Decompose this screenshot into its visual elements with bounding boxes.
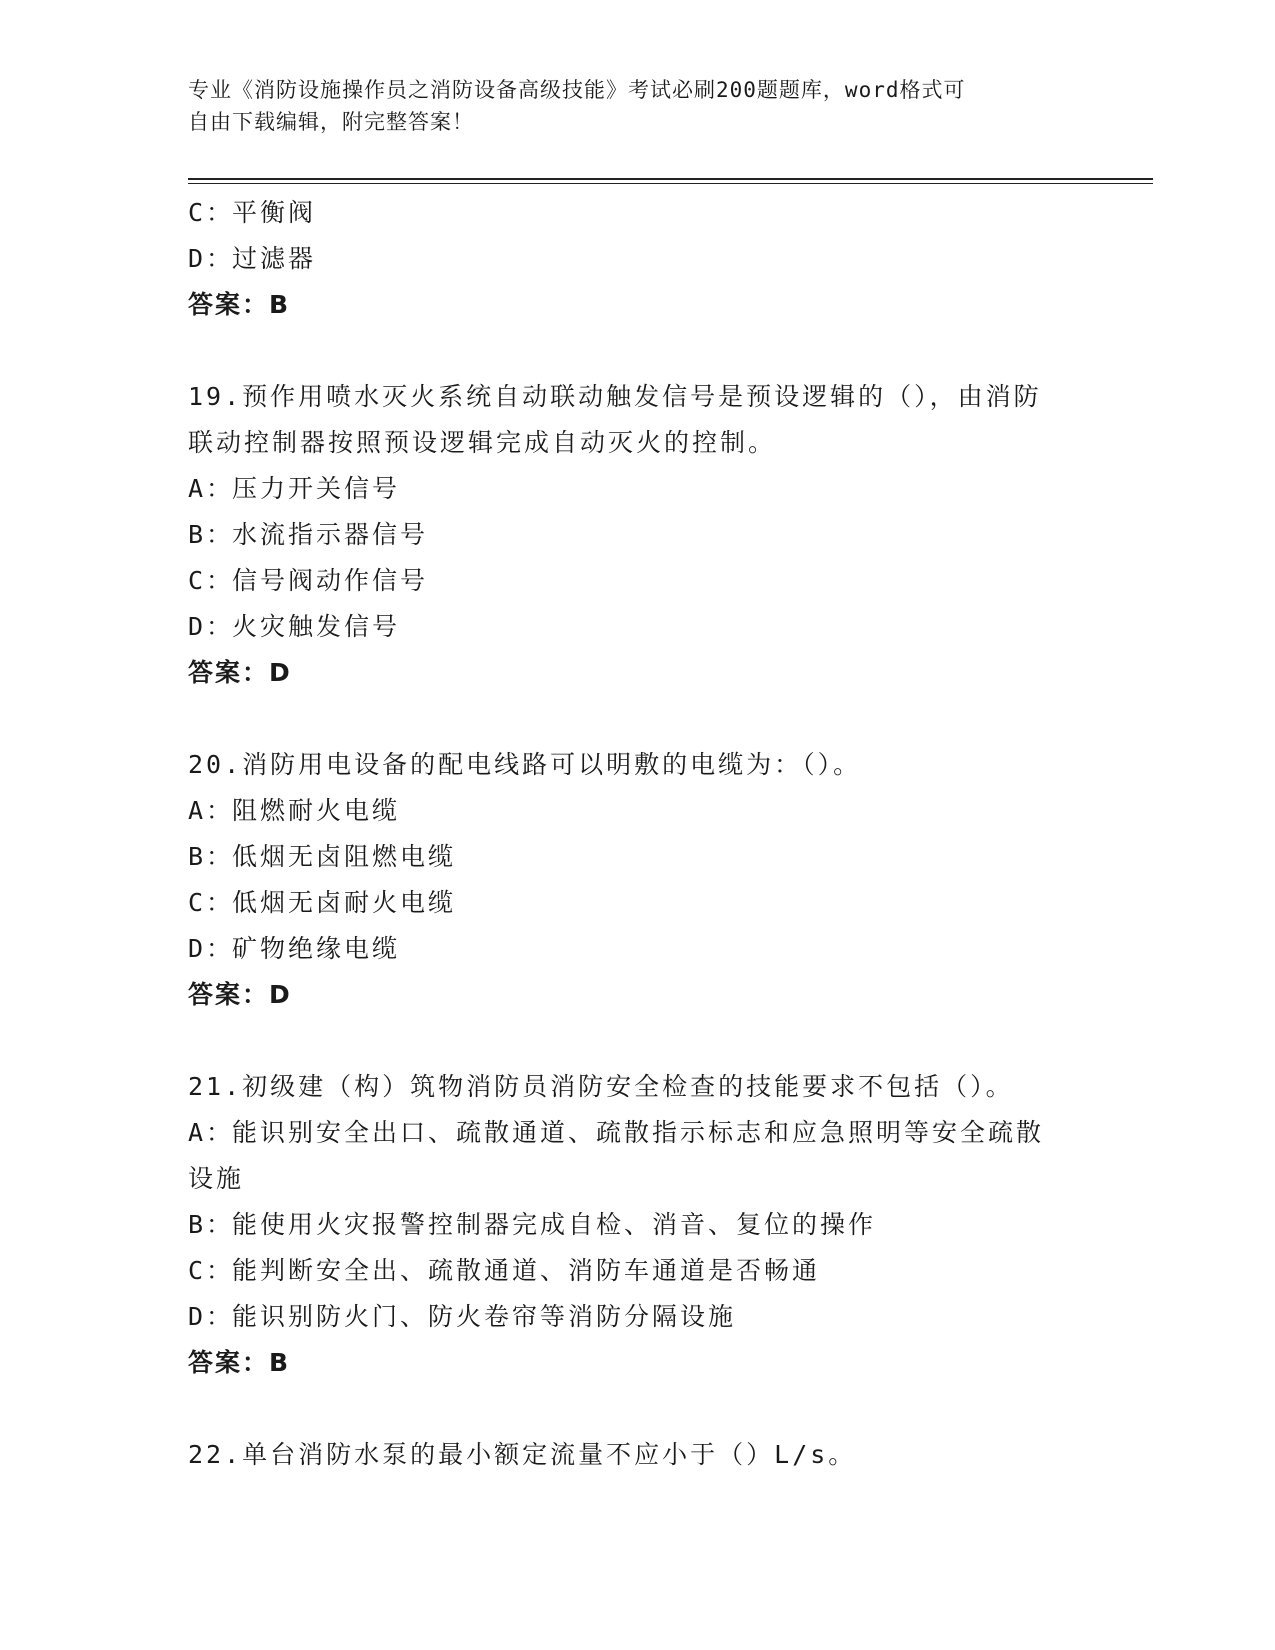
- option-prefix: B：: [188, 842, 235, 871]
- option-prefix: A：: [188, 796, 235, 825]
- option-a: [188, 466, 1088, 512]
- spacer: [188, 696, 1088, 742]
- option-b: [188, 512, 1088, 558]
- option-c: [188, 190, 1088, 236]
- answer-line: 答案：D: [188, 980, 292, 1009]
- option-prefix: A：: [188, 1118, 235, 1147]
- option-a: [188, 788, 1088, 834]
- option-text: 平衡阀: [232, 198, 317, 227]
- header-rule-thin: [188, 183, 1153, 184]
- question-stem: 21.初级建（构）筑物消防员消防安全检查的技能要求不包括（）。: [188, 1072, 1014, 1101]
- option-text: 能识别安全出口、疏散通道、疏散指示标志和应急照明等安全疏散: [232, 1118, 1045, 1147]
- option-text: 能使用火灾报警控制器完成自检、消音、复位的操作: [232, 1210, 877, 1239]
- option-a-continued: 设施: [188, 1164, 245, 1193]
- option-text: 能判断安全出、疏散通道、消防车通道是否畅通: [232, 1256, 821, 1285]
- option-text: 阻燃耐火电缆: [232, 796, 401, 825]
- option-c: [188, 1248, 1088, 1294]
- option-prefix: D：: [188, 612, 235, 641]
- header-line-1: 专业《消防设施操作员之消防设备高级技能》考试必刷200题题库，word格式可: [188, 78, 966, 102]
- option-c: [188, 558, 1088, 604]
- header-rule-thick: [188, 178, 1153, 180]
- question-20: [188, 742, 1088, 1018]
- option-text: 压力开关信号: [232, 474, 401, 503]
- option-prefix: C：: [188, 566, 235, 595]
- option-text: 水流指示器信号: [232, 520, 429, 549]
- option-text: 低烟无卤阻燃电缆: [232, 842, 457, 871]
- question-stem: 19.预作用喷水灭火系统自动联动触发信号是预设逻辑的（），由消防: [188, 382, 1042, 411]
- question-stem: 22.单台消防水泵的最小额定流量不应小于（）L/s。: [188, 1440, 857, 1469]
- spacer: [188, 1386, 1088, 1432]
- question-22: [188, 1432, 1088, 1478]
- option-c: [188, 880, 1088, 926]
- page-header: [188, 74, 1088, 138]
- option-prefix: B：: [188, 1210, 235, 1239]
- option-text: 火灾触发信号: [232, 612, 401, 641]
- option-prefix: D：: [188, 1302, 235, 1331]
- answer-line: 答案：B: [188, 290, 291, 319]
- option-d: [188, 604, 1088, 650]
- option-a: [188, 1110, 1088, 1156]
- option-b: [188, 834, 1088, 880]
- question-content: [188, 190, 1088, 1478]
- option-prefix: A：: [188, 474, 235, 503]
- option-text: 能识别防火门、防火卷帘等消防分隔设施: [232, 1302, 737, 1331]
- option-text: 信号阀动作信号: [232, 566, 429, 595]
- option-prefix: D：: [188, 934, 235, 963]
- option-prefix: C：: [188, 1256, 235, 1285]
- option-prefix: D：: [188, 244, 235, 273]
- spacer: [188, 328, 1088, 374]
- question-21: [188, 1064, 1088, 1386]
- question-18-tail: [188, 190, 1088, 328]
- option-prefix: C：: [188, 198, 235, 227]
- option-d: [188, 1294, 1088, 1340]
- option-text: 过滤器: [232, 244, 317, 273]
- question-stem-continued: 联动控制器按照预设逻辑完成自动灭火的控制。: [188, 428, 777, 457]
- option-b: [188, 1202, 1088, 1248]
- question-19: [188, 374, 1088, 696]
- option-text: 矿物绝缘电缆: [232, 934, 401, 963]
- spacer: [188, 1018, 1088, 1064]
- answer-line: 答案：B: [188, 1348, 291, 1377]
- header-line-2: 自由下载编辑，附完整答案！: [188, 110, 474, 134]
- option-prefix: C：: [188, 888, 235, 917]
- option-text: 低烟无卤耐火电缆: [232, 888, 457, 917]
- question-stem: 20.消防用电设备的配电线路可以明敷的电缆为：（）。: [188, 750, 862, 779]
- option-d: [188, 236, 1088, 282]
- option-d: [188, 926, 1088, 972]
- option-prefix: B：: [188, 520, 235, 549]
- answer-line: 答案：D: [188, 658, 292, 687]
